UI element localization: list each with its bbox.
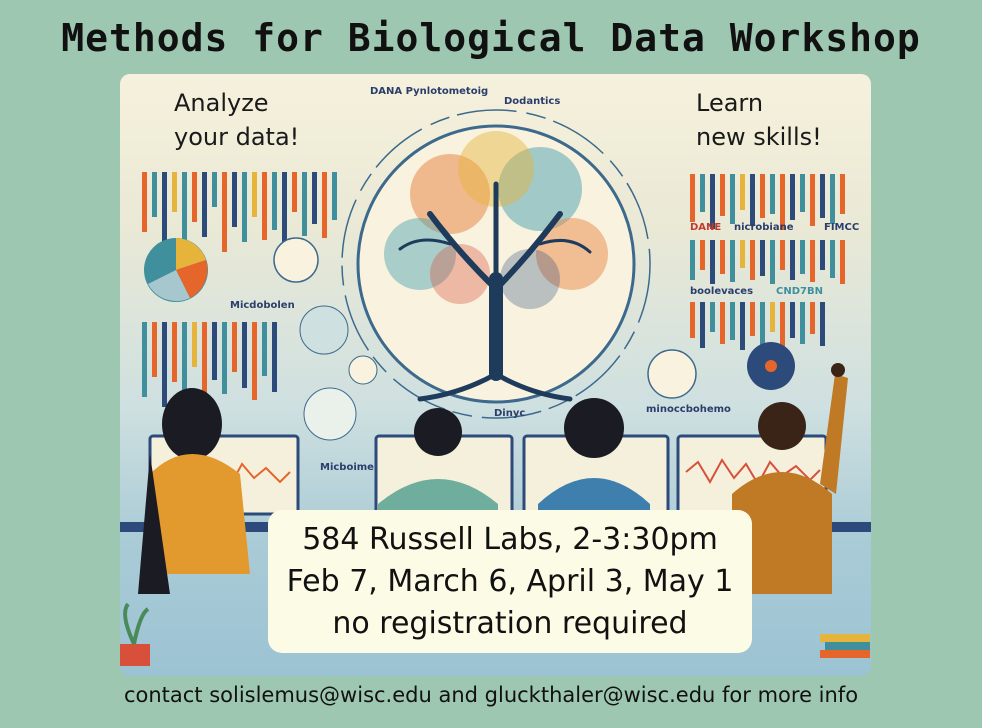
- illustration-label-h: Micdobolen: [230, 300, 295, 311]
- right-caption-line1: Learn: [696, 89, 764, 117]
- bars-right-mid: [690, 240, 845, 284]
- illustration-label-d: nicrobiane: [734, 222, 794, 233]
- pie-chart: [144, 238, 208, 302]
- illustration-label-k: minoccbohemo: [646, 404, 731, 415]
- books: [820, 634, 870, 658]
- illustration-label-c: DANE: [690, 222, 722, 233]
- microbe-bubble-right: [648, 350, 696, 398]
- illustration-label-b: Dodantics: [504, 96, 561, 107]
- registration-note: no registration required: [332, 605, 688, 641]
- contact-info: contact solislemus@wisc.edu and gluckthaler@wisc.edu for more info: [123, 683, 859, 707]
- microbe-bubble-low: [304, 388, 356, 440]
- bars-right-bottom: [690, 302, 825, 350]
- illustration-label-a: DANA Pynlotometoig: [370, 86, 489, 97]
- illustration-label-g: CND7BN: [776, 286, 823, 297]
- poster-title: Methods for Biological Data Workshop: [61, 16, 921, 60]
- illustration-label-j: Dinyc: [494, 408, 526, 419]
- plant: [120, 604, 150, 666]
- right-caption-line2: new skills!: [696, 123, 822, 151]
- illustration-label-e: FIMCC: [824, 222, 860, 233]
- event-dates: Feb 7, March 6, April 3, May 1: [286, 563, 734, 599]
- event-location-time: 584 Russell Labs, 2-3:30pm: [302, 521, 718, 557]
- left-caption-line2: your data!: [174, 123, 300, 151]
- illustration-label-f: boolevaces: [690, 286, 754, 297]
- microbe-bubble-mid: [300, 306, 348, 354]
- right-caption: [696, 86, 822, 154]
- microbe-bubble-left: [274, 238, 318, 282]
- left-caption: [174, 86, 299, 154]
- bars-left-bottom: [142, 322, 277, 407]
- event-info-box: [268, 510, 752, 653]
- illustration-label-i: Micboime: [320, 462, 374, 473]
- left-caption-line1: Analyze: [174, 89, 269, 117]
- person-left: [138, 388, 250, 594]
